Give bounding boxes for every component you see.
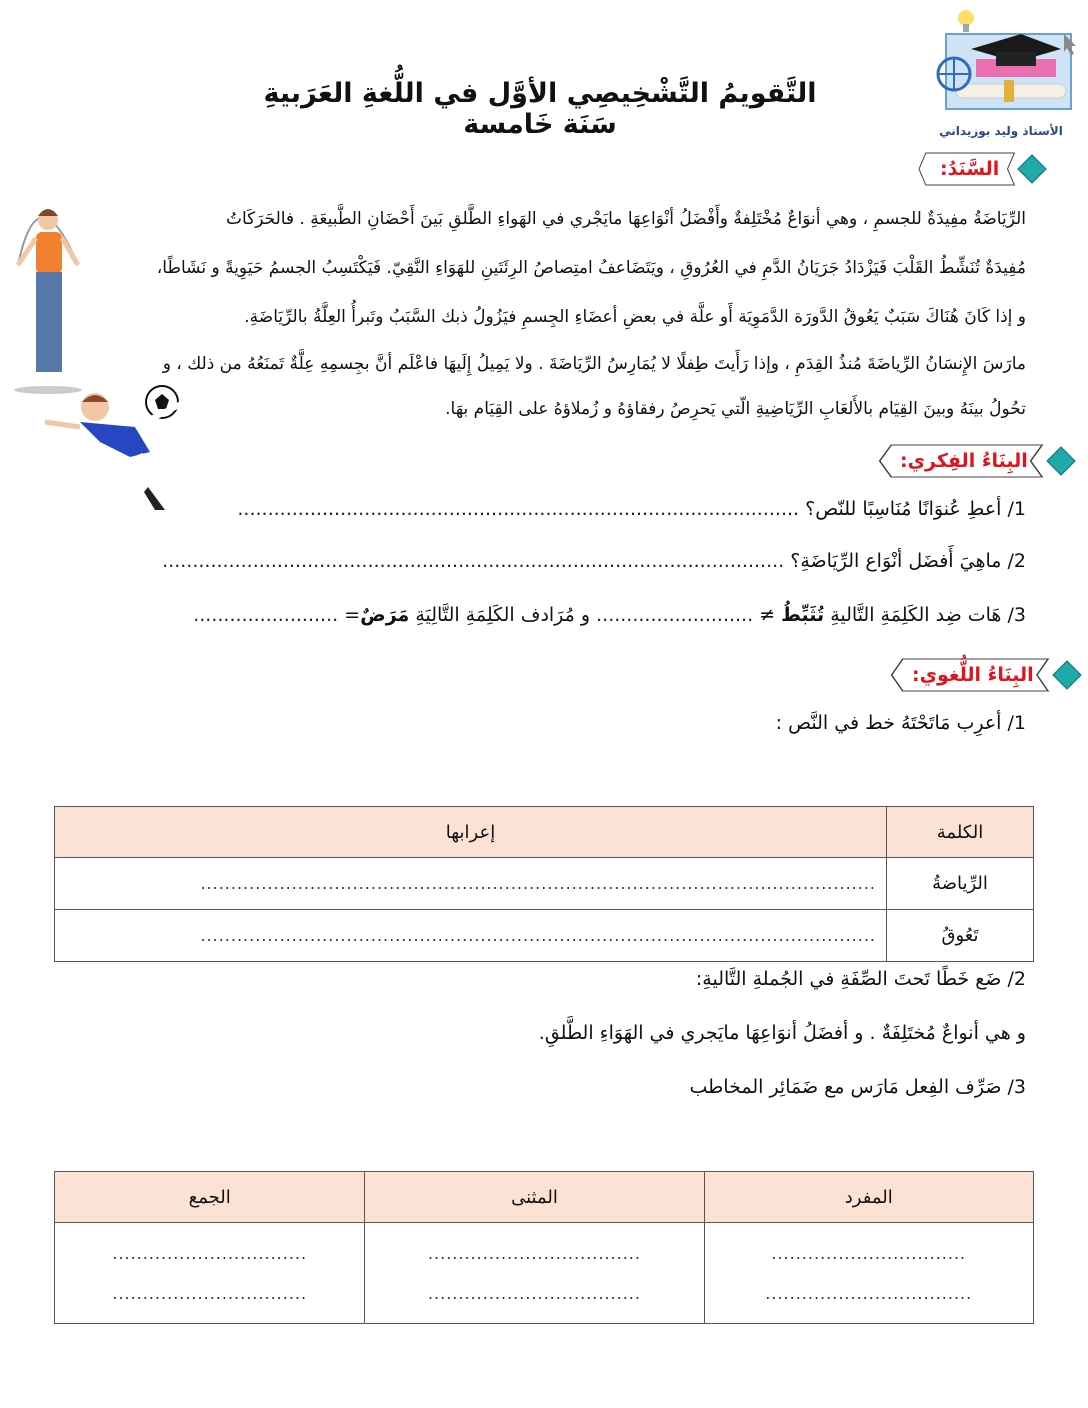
section-label: البِنَاءُ اللُّغوي: bbox=[912, 664, 1034, 686]
dual-cell bbox=[365, 1223, 704, 1324]
diamond-icon bbox=[1017, 154, 1047, 184]
parsing-table bbox=[54, 806, 1034, 962]
singular-cell bbox=[704, 1223, 1034, 1324]
teacher-logo bbox=[926, 4, 1076, 138]
table-row bbox=[55, 1223, 1034, 1324]
answer-blank[interactable]: ............................................................................................. bbox=[237, 498, 800, 520]
column-header-word: الكلمة bbox=[887, 807, 1034, 858]
target-word-antonym: تُثَبِّطُ bbox=[781, 604, 825, 626]
answer-blank[interactable]: .................................. bbox=[765, 1283, 973, 1303]
answer-blank[interactable]: ....................................................................................................... bbox=[162, 550, 785, 572]
linguistic-question-1: 1/ أعرِب مَاتَحْتَهُ خط في النَّص : bbox=[775, 712, 1026, 734]
plural-cell bbox=[55, 1223, 365, 1324]
source-line-1: الرِّيَاضَةُ مفِيدَةٌ للجسمِ ، وهي أنوَاعٌ مُخْتَلِفةٌ وأَفْضَلُ أنْوَاعِهَا مايَجْري في الهَواءِ الطَّلقِ بَينَ أَحْضَانِ الطَّبيعَةِ . فالحَرَكَاتُ bbox=[225, 209, 1026, 229]
section-tag-box bbox=[918, 152, 1015, 186]
answer-blank[interactable]: ............................................................................................................... bbox=[200, 874, 876, 893]
column-header-plural: الجمع bbox=[55, 1172, 365, 1223]
diamond-icon bbox=[1046, 446, 1076, 476]
table-header-row bbox=[55, 807, 1034, 858]
adjective-sentence[interactable]: و هي أنواعٌ مُختَلِفَةٌ . و أفضَلُ أنوَاعِهَا مايَجري في الهَوَاءِ الطَّلقِ. bbox=[538, 1022, 1026, 1044]
section-tag-intellectual bbox=[878, 442, 1076, 480]
table-row bbox=[55, 858, 1034, 910]
source-line-4: مارَسَ الإِنسَانُ الرِّياضَةَ مُنذُ القِدَمِ ، وإذا رَأَيتَ طِفلًا لا يُمَارِسُ الرِّيَاضَةَ . ولا يَمِيلُ إِلَيهَا فاعْلَم أنَّ بجِسمِهِ عِلَّةٌ تَمنَعُهُ من ذلك ، و bbox=[162, 354, 1026, 374]
column-header-parsing: إعرابها bbox=[55, 807, 887, 858]
question-1: 1/ أعطِ عُنوَانًا مُنَاسِبًا للنّص؟ ............................................................................................. bbox=[237, 498, 1026, 520]
answer-blank[interactable]: ................................... bbox=[427, 1283, 641, 1303]
column-header-singular: المفرد bbox=[704, 1172, 1034, 1223]
source-line-2: مُفِيدَةٌ تُنَشِّطُ القَلْبَ فَيَزْدَادُ جَرَيَانُ الدَّمِ في العُرُوقِ ، ويَتَضَاعفُ امتِصاصُ الرِئَتَينِ للهَوَاءِ النَّقِيّ. فَيَكْتَسِبُ الجسمُ حَيَوِيةً و نَشَاطًا، bbox=[156, 258, 1026, 278]
target-word-synonym: مَرَضٌ bbox=[360, 604, 410, 626]
word-cell: تَعُوقُ bbox=[887, 910, 1034, 962]
answer-blank[interactable]: ............................................................................................................... bbox=[200, 926, 876, 945]
answer-blank[interactable]: ................................... bbox=[427, 1243, 641, 1263]
jump-rope-girl-illustration bbox=[8, 180, 88, 395]
linguistic-question-3: 3/ صَرِّف الفِعل مَارَس مع ضَمَائِر المخاطب bbox=[689, 1076, 1026, 1098]
soccer-player-illustration bbox=[40, 382, 200, 512]
question-2: 2/ ماهِيَ أَفضَل أنْوَاع الرِّيَاضَةِ؟ ....................................................................................................... bbox=[162, 550, 1026, 572]
column-header-dual: المثنى bbox=[365, 1172, 704, 1223]
antonym-blank[interactable]: .......................... bbox=[596, 604, 754, 626]
answer-blank[interactable]: ................................ bbox=[771, 1243, 967, 1263]
question-3: 3/ هَات ضِد الكَلِمَةِ التَّاليةِ تُثَبِّطُ ≠ .......................... و مُرَادف الكَلِمَةِ التَّالِيَةِ مَرَضٌ= ........................ bbox=[193, 604, 1026, 626]
source-line-3: و إذا كَانَ هُنَاكَ سَبَبٌ يَعُوقُ الدَّورَة الدَّمَوِيَة أَو علَّة في بعضِ أعضَاءِ الجِسمِ فيَزُولُ ذبك السَّبَبُ وتَبرأُ العِلَّةُ بالرِّيَاضَةِ. bbox=[244, 307, 1026, 327]
section-tag-source bbox=[918, 150, 1047, 188]
section-label: السَّنَدُ: bbox=[940, 158, 1000, 180]
word-cell: الرِّياضةُ bbox=[887, 858, 1034, 910]
page-title: التَّقويمُ التَّشْخِيصِي الأوَّل في اللُّغةِ العَرَبيةِ سَنَة خَامسة bbox=[263, 78, 817, 140]
table-row bbox=[55, 910, 1034, 962]
table-header-row bbox=[55, 1172, 1034, 1223]
section-label: البِنَاءُ الفِكري: bbox=[900, 450, 1028, 472]
logo-caption: الأستاذ وليد بوزيداني bbox=[939, 124, 1063, 138]
graduation-cap-laptop-icon bbox=[926, 4, 1076, 116]
diamond-icon bbox=[1052, 660, 1082, 690]
answer-blank[interactable]: ................................ bbox=[112, 1243, 308, 1263]
synonym-blank[interactable]: ........................ bbox=[193, 604, 339, 626]
answer-blank[interactable]: ................................ bbox=[112, 1283, 308, 1303]
section-tag-linguistic bbox=[890, 656, 1082, 694]
conjugation-table bbox=[54, 1171, 1034, 1324]
linguistic-question-2: 2/ ضَع خَطًا تَحتَ الصِّفَةِ في الجُملةِ التَّاليةِ: bbox=[695, 968, 1026, 990]
source-line-5: تحُولُ بينَهُ وبينَ القِيَام بالأَلعَابِ الرِّيَاضِيةِ الّتي يَحرِصُ رفقاؤهُ و زُملاؤهُ على القِيَام بهَا. bbox=[445, 399, 1026, 419]
